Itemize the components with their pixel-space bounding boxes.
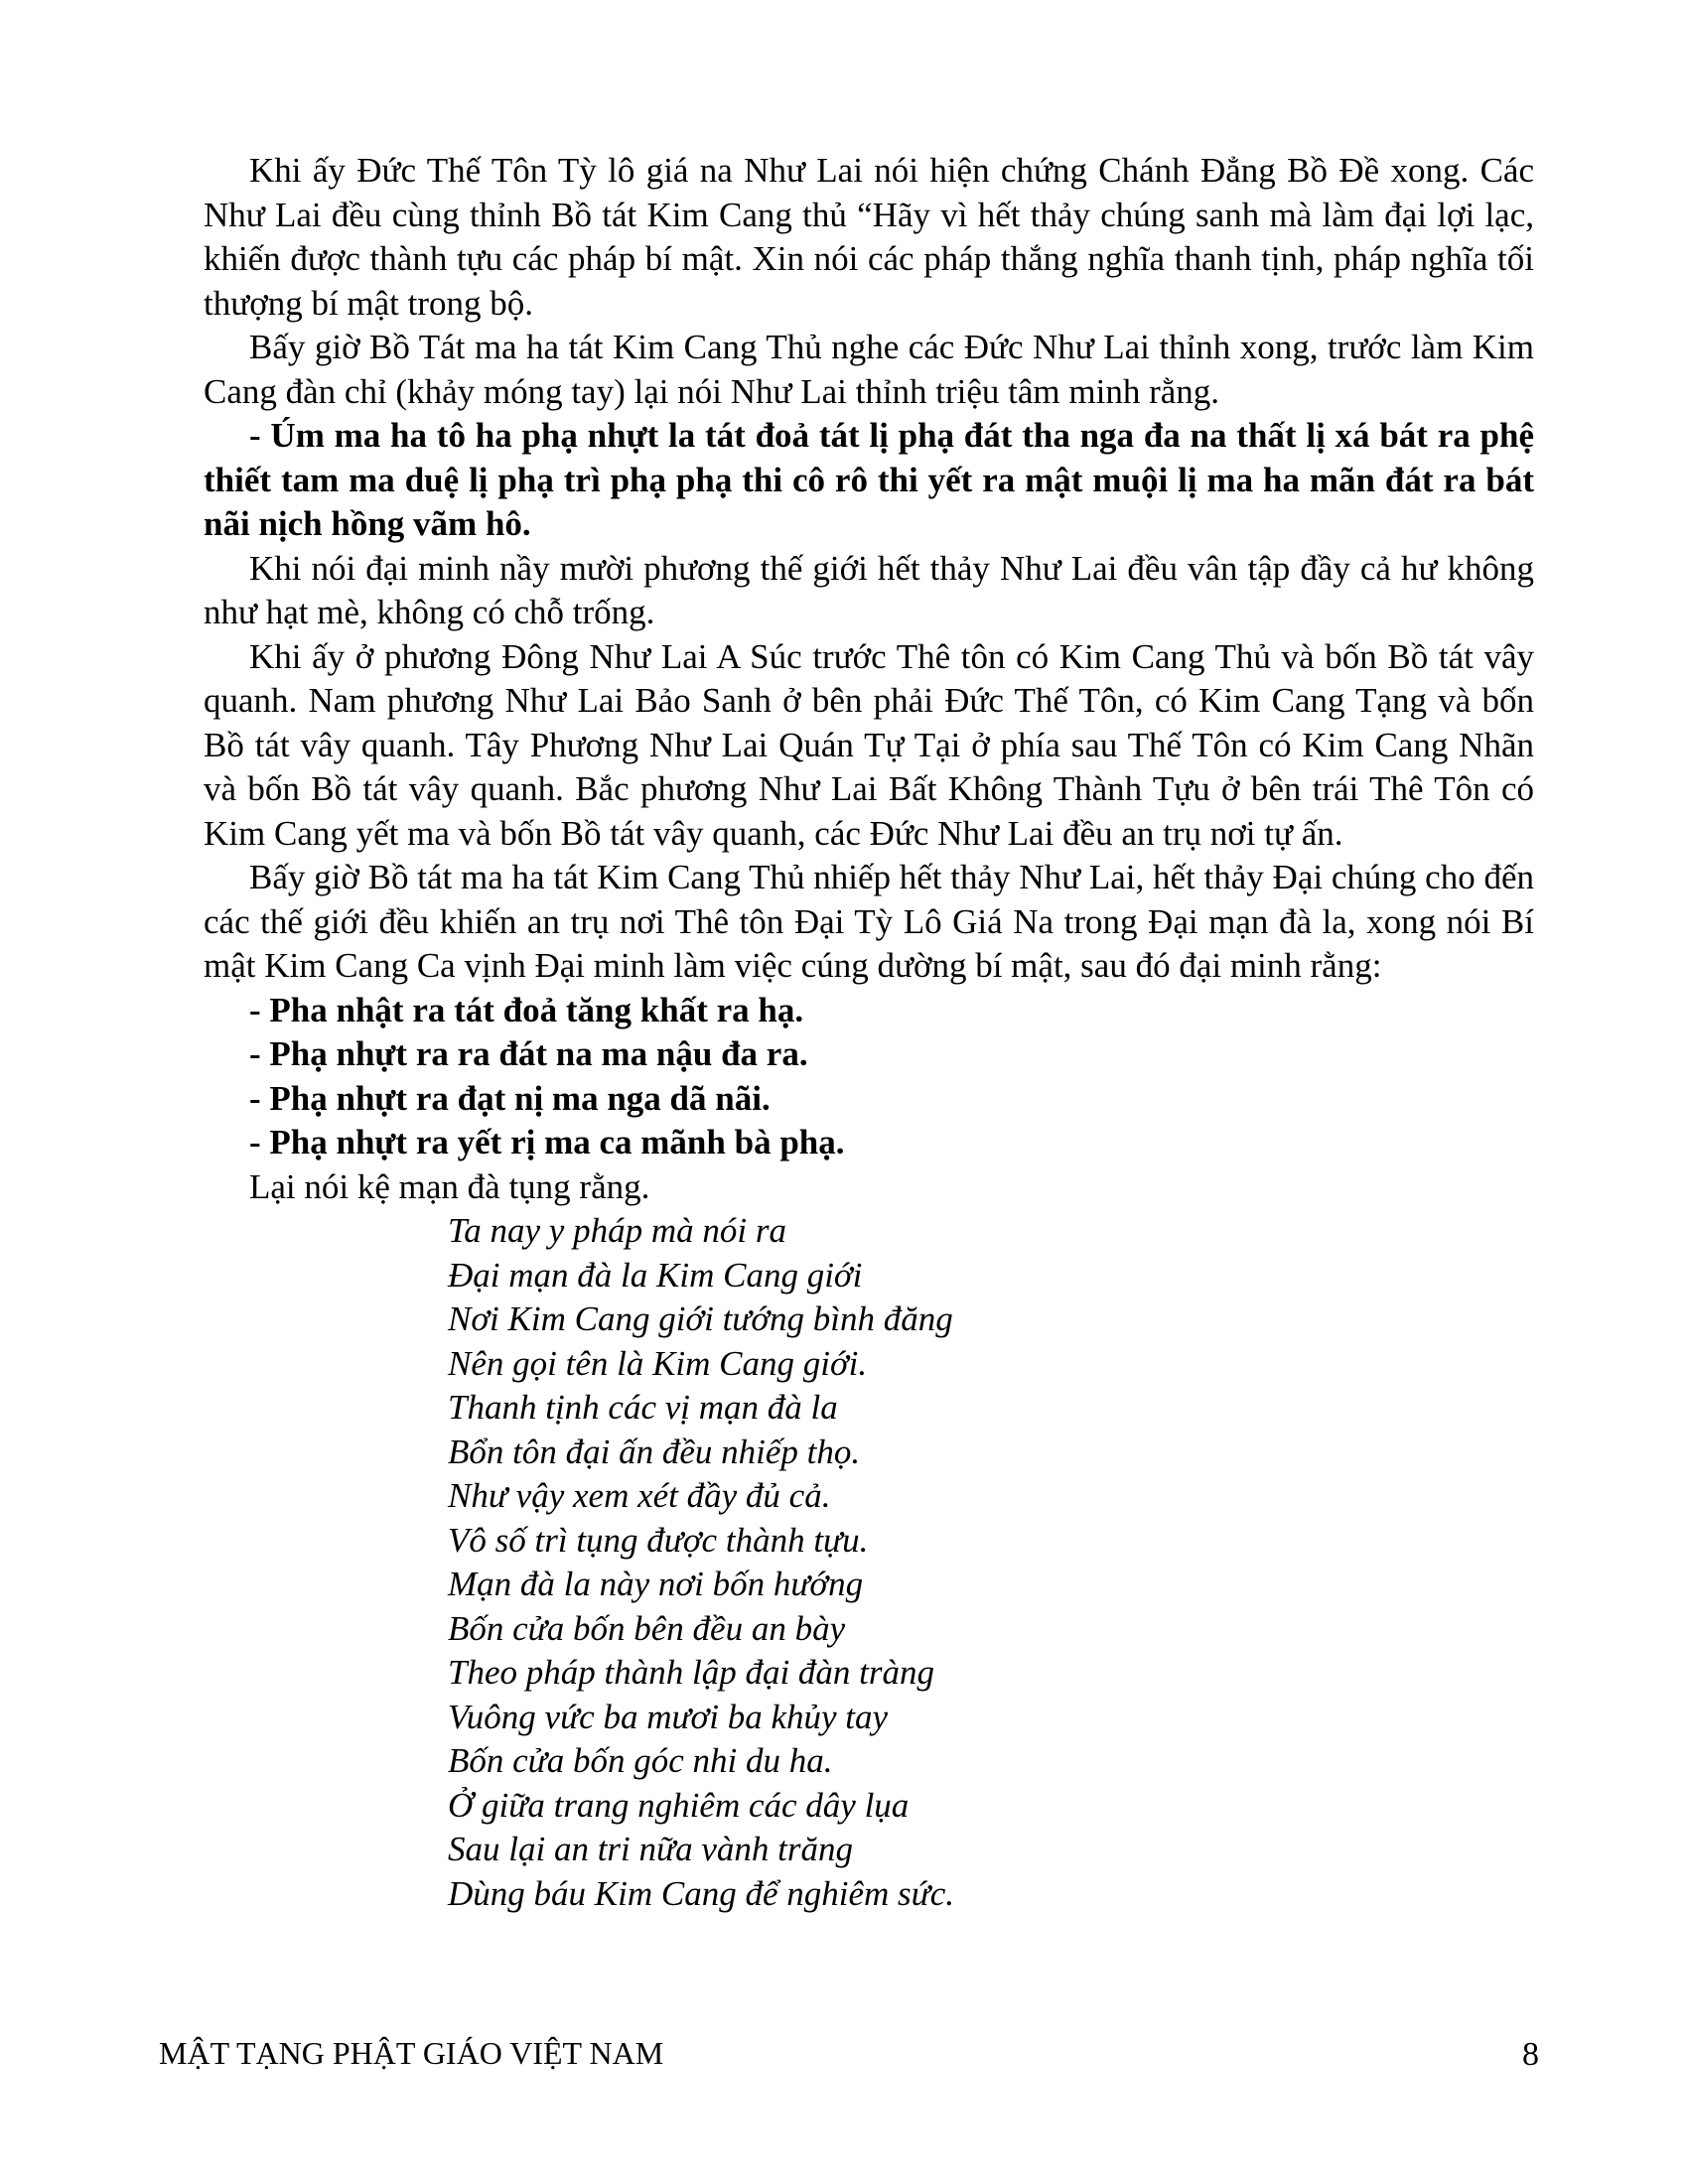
mantra-line: - Phạ nhựt ra đạt nị ma nga dã nãi. — [249, 1078, 771, 1118]
body-text — [204, 149, 1534, 1916]
verse-line: Bốn cửa bốn góc nhi du ha. — [448, 1741, 833, 1780]
mantra-list — [204, 989, 1534, 1165]
verse-intro: Lại nói kệ mạn đà tụng rằng. — [249, 1166, 650, 1206]
verse-line: Sau lại an tri nữa vành trăng — [448, 1830, 853, 1868]
paragraph-2: Bấy giờ Bồ Tát ma ha tát Kim Cang Thủ nghe các Đức Như Lai thỉnh xong, trước làm Kim Cang đàn chỉ (khảy móng tay) lại nói Như Lai thỉnh triệu tâm minh rằng. — [204, 328, 1534, 411]
verse-line: Ta nay y pháp mà nói ra — [448, 1211, 786, 1250]
footer-title: MẬT TẠNG PHẬT GIÁO VIỆT NAM — [159, 2035, 664, 2071]
verse-line: Như vậy xem xét đầy đủ cả. — [448, 1476, 831, 1515]
verse-line: Đại mạn đà la Kim Cang giới — [448, 1255, 863, 1295]
verse-line: Dùng báu Kim Cang để nghiêm sức. — [448, 1873, 955, 1913]
verse-block — [204, 1209, 1534, 1916]
verse-line: Nên gọi tên là Kim Cang giới. — [448, 1343, 868, 1383]
verse-line: Theo pháp thành lập đại đàn tràng — [448, 1653, 935, 1692]
verse-line: Mạn đà la này nơi bốn hướng — [448, 1565, 864, 1603]
verse-line: Thanh tịnh các vị mạn đà la — [448, 1388, 838, 1427]
verse-line: Bốn cửa bốn bên đều an bày — [448, 1608, 846, 1648]
mantra-line: - Phạ nhựt ra ra đát na ma nậu đa ra. — [249, 1034, 808, 1073]
mantra-paragraph: - Úm ma ha tô ha phạ nhựt la tát đoả tát lị phạ đát tha nga đa na thất lị xá bát ra phệ thiết tam ma duệ lị phạ trì phạ phạ thi cô rô thi yết ra mật muội lị ma ha mãn đát ra bát nãi nịch hồng vãm hô. — [204, 416, 1534, 543]
paragraph-5: Bấy giờ Bồ tát ma ha tát Kim Cang Thủ nhiếp hết thảy Như Lai, hết thảy Đại chúng cho đến các thế giới đều khiến an trụ nơi Thê tôn Đại Tỳ Lô Giá Na trong Đại mạn đà la, xong nói Bí mật Kim Cang Ca vịnh Đại minh làm việc cúng dường bí mật, sau đó đại minh rằng: — [204, 858, 1534, 985]
mantra-line: - Phạ nhựt ra yết rị ma ca mãnh bà phạ. — [249, 1123, 845, 1161]
verse-line: Vô số trì tụng được thành tựu. — [448, 1520, 869, 1560]
verse-line: Ở giữa trang nghiêm các dây lụa — [448, 1785, 910, 1825]
verse-line: Nơi Kim Cang giới tướng bình đăng — [448, 1299, 953, 1338]
paragraph-1: Khi ấy Đức Thế Tôn Tỳ lô giá na Như Lai nói hiện chứng Chánh Đẳng Bồ Đề xong. Các Như Lai đều cùng thỉnh Bồ tát Kim Cang thủ “Hãy vì hết thảy chúng sanh mà làm đại lợi lạc, khiến được thành tựu các pháp bí mật. Xin nói các pháp thắng nghĩa thanh tịnh, pháp nghĩa tối thượng bí mật trong bộ. — [204, 151, 1534, 323]
paragraph-3: Khi nói đại minh nầy mười phương thế giới hết thảy Như Lai đều vân tập đầy cả hư không như hạt mè, không có chỗ trống. — [204, 548, 1534, 631]
mantra-line: - Pha nhật ra tát đoả tăng khất ra hạ. — [249, 990, 804, 1029]
page-number: 8 — [1522, 2036, 1539, 2073]
verse-line: Bổn tôn đại ấn đều nhiếp thọ. — [448, 1432, 861, 1471]
verse-line: Vuông vức ba mươi ba khủy tay — [448, 1697, 889, 1736]
paragraph-4: Khi ấy ở phương Đông Như Lai A Súc trước Thê tôn có Kim Cang Thủ và bốn Bồ tát vây quanh. Nam phương Như Lai Bảo Sanh ở bên phải Đức Thế Tôn, có Kim Cang Tạng và bốn Bồ tát vây quanh. Tây Phương Như Lai Quán Tự Tại ở phía sau Thế Tôn có Kim Cang Nhãn và bốn Bồ tát vây quanh. Bắc phương Như Lai Bất Không Thành Tựu ở bên trái Thê Tôn có Kim Cang yết ma và bốn Bồ tát vây quanh, các Đức Như Lai đều an trụ nơi tự ấn. — [204, 636, 1534, 853]
